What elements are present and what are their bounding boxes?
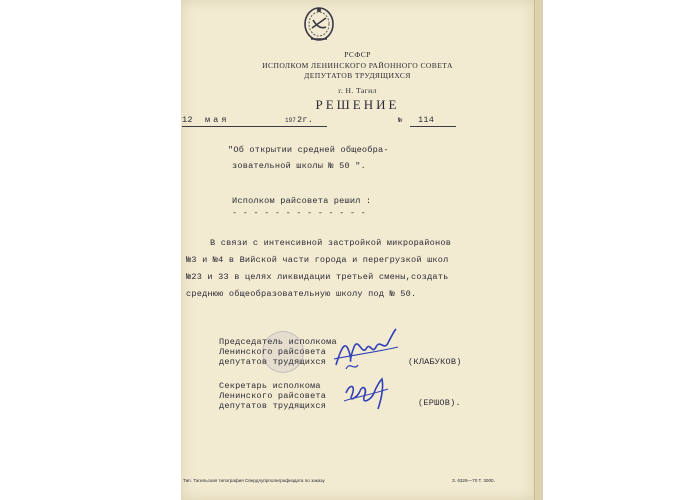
org-name-line1: ИСПОЛКОМ ЛЕНИНСКОГО РАЙОННОГО СОВЕТА [262,61,453,70]
resolution-heading: Исполком райсовета решил : [232,196,372,206]
decision-number: 114 [418,115,435,125]
body-line3: №23 и 33 в целях ликвидации третьей смены,создать [186,272,449,282]
number-sign: № [398,117,403,125]
chair-name: (КЛАБУКОВ) [408,357,462,367]
secretary-title-line1: Секретарь исполкома [219,381,321,391]
date-year: 2г. [297,115,314,125]
secretary-name: (ЕРШОВ). [418,398,461,408]
chair-title-line2: Ленинского райсовета [219,347,327,357]
body-line2: №3 и №4 в Вийской части города и перегрузкой школ [186,255,449,265]
country-label: РСФСР [344,50,371,59]
date-month: мая [205,115,230,125]
date-underline [182,126,327,127]
chair-title-line3: депутатов трудящихся [219,357,327,367]
chair-signature [332,325,402,375]
page-edge [534,0,543,500]
date-day: 12 [182,115,193,125]
secretary-signature [342,375,392,413]
org-name-line2: ДЕПУТАТОВ ТРУДЯЩИХСЯ [304,71,411,80]
chair-title-line1: Председатель исполкома [219,337,337,347]
document-title: РЕШЕНИЕ [315,97,400,112]
resolution-dashes: - - - - - - - - - - - - - [232,208,366,218]
number-underline [410,126,456,127]
subject-line2: зовательной школы № 50 ". [232,161,366,171]
city-label: г. Н. Тагил [338,86,377,95]
body-line4: среднюю общеобразовательную школу под № 50. [186,289,417,299]
body-line1: В связи с интенсивной застройкой микрорайонов [210,238,452,248]
order-footer: З. 6326—70 Т. 3000. [452,478,495,483]
secretary-title-line3: депутатов трудящихся [219,401,327,411]
printer-footer: Тип. Тагильская типография Свердлупрполиграфиздата по заказу [183,478,325,483]
subject-line1: "Об открытии средней общеобра- [228,145,389,155]
date-year-prefix: 197 [285,117,296,124]
state-emblem-icon [301,4,337,46]
secretary-title-line2: Ленинского райсовета [219,391,327,401]
